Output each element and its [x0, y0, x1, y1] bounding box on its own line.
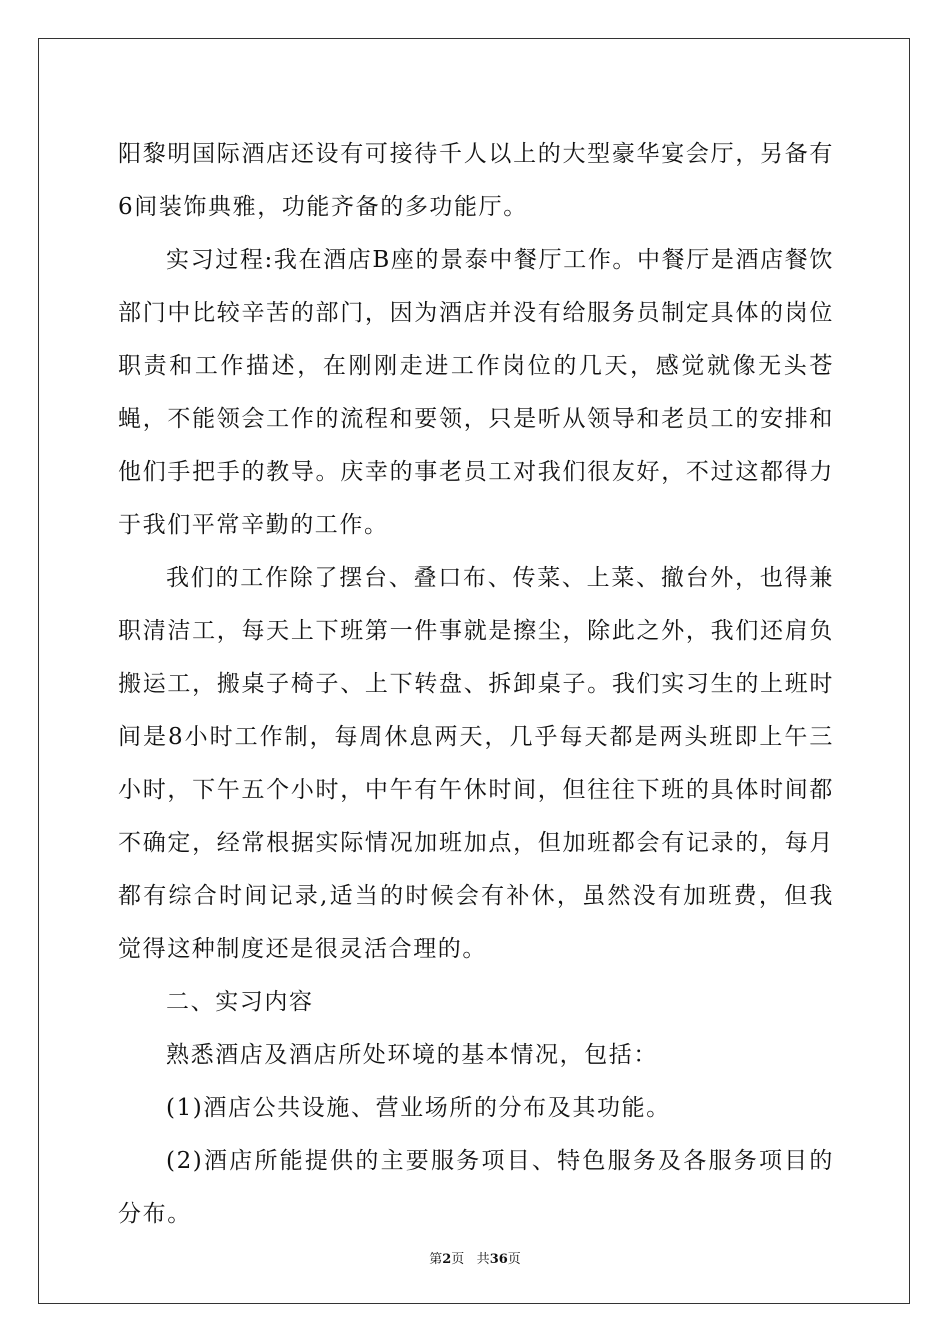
footer-total-prefix: 共 [476, 1252, 490, 1267]
footer-total-pages: 36 [489, 1252, 508, 1267]
page-footer [0, 1248, 950, 1267]
footer-page-suffix: 页 [451, 1252, 465, 1267]
paragraph-work-duties: 我们的工作除了摆台、叠口布、传菜、上菜、撤台外，也得兼职清洁工，每天上下班第一件事就是擦尘，除此之外，我们还肩负搬运工，搬桌子椅子、上下转盘、拆卸桌子。我们实习生的上班时间是8小时工作制，每周休息两天，几乎每天都是两头班即上午三小时，下午五个小时，中午有午休时间，但往往下班的具体时间都不确定，经常根据实际情况加班加点，但加班都会有记录的，每月都有综合时间记录,适当的时候会有补休，虽然没有加班费，但我觉得这种制度还是很灵活合理的。 [118, 565, 834, 962]
footer-total-suffix: 页 [507, 1252, 521, 1267]
paragraph-familiarize-intro: 熟悉酒店及酒店所处环境的基本情况，包括： [166, 1042, 658, 1068]
footer-page-number: 2 [442, 1252, 452, 1267]
paragraph-hotel-facilities: 阳黎明国际酒店还设有可接待千人以上的大型豪华宴会厅，另备有6间装饰典雅，功能齐备的多功能厅。 [118, 141, 834, 220]
list-item-1: (1)酒店公共设施、营业场所的分布及其功能。 [166, 1095, 671, 1121]
section-heading-internship-content: 二、实习内容 [166, 989, 314, 1015]
list-item-2: (2)酒店所能提供的主要服务项目、特色服务及各服务项目的分布。 [118, 1148, 834, 1227]
footer-prefix: 第 [429, 1252, 443, 1267]
document-body [118, 128, 834, 1241]
paragraph-internship-process: 实习过程:我在酒店B座的景泰中餐厅工作。中餐厅是酒店餐饮部门中比较辛苦的部门，因为酒店并没有给服务员制定具体的岗位职责和工作描述，在刚刚走进工作岗位的几天，感觉就像无头苍蝇，不能领会工作的流程和要领，只是听从领导和老员工的安排和他们手把手的教导。庆幸的事老员工对我们很友好，不过这都得力于我们平常辛勤的工作。 [118, 247, 834, 538]
